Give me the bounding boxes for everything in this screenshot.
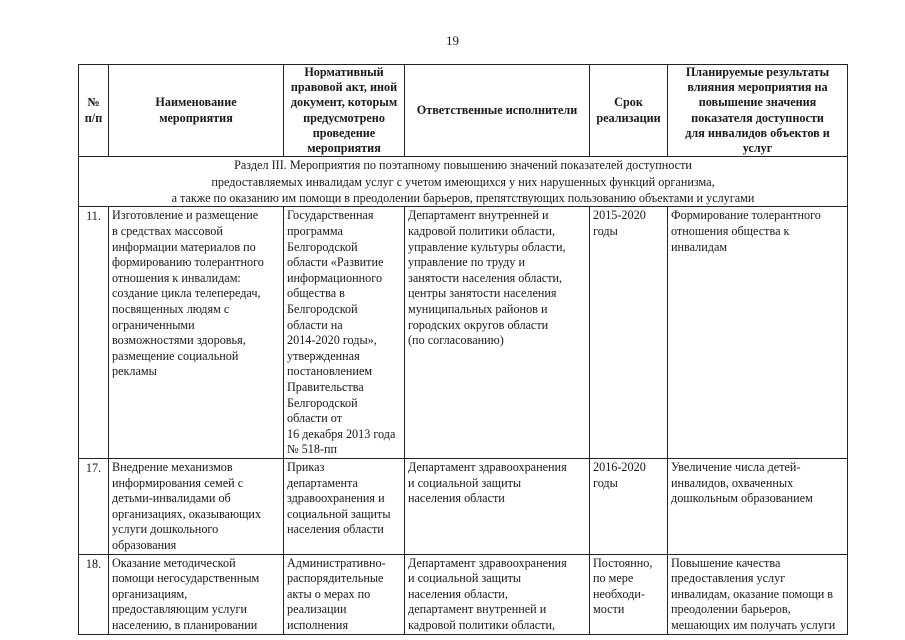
term: Постоянно, по мере необходи- мости [593, 555, 653, 617]
term-cell [590, 554, 668, 634]
header-number: № п/п [79, 65, 109, 157]
legal-act: Административно- распорядительные акты о мерах по реализации исполнения [287, 555, 386, 632]
row-number: 18. [79, 554, 109, 634]
section-title-line-3: а также по оказанию им помощи в преодолении барьеров, препятствующих пользованию объектами и услугами [171, 191, 755, 206]
legal-act: Приказ департамента здравоохранения и социальной защиты населения области [284, 458, 405, 554]
measure-name: Изготовление и размещение в средствах массовой информации материалов по формированию толерантного отношения к инвалидам: создание цикла телепередач, посвященных людям с ограниченными возможностями здоровья, размещение социальной рекламы [109, 207, 284, 459]
table-row [79, 458, 848, 554]
measure-name: Оказание методической помощи негосударственным организациям, предоставляющим услуги населению, в планировании [112, 555, 260, 632]
section-title [79, 157, 848, 207]
row-number: 17. [79, 458, 109, 554]
measure-name: Внедрение механизмов информирования семей с детьми-инвалидами об организациях, оказывающих услуги дошкольного образования [109, 458, 284, 554]
legal-act: Государственная программа Белгородской области «Развитие информационного общества в Белгородской области на 2014-2020 годы», утвержденная постановлением Правительства Белгородской области от 16 декабря 2013 года № 518-пп [284, 207, 405, 459]
responsible-executors: Департамент здравоохранения и социальной защиты населения области, департамент внутренней и кадровой политики области, [408, 555, 567, 632]
header-term: Срок реализации [590, 65, 668, 157]
header-measure-name: Наименование мероприятия [109, 65, 284, 157]
table-row [79, 554, 848, 634]
table-row [79, 207, 848, 459]
header-legal-act: Нормативный правовой акт, иной документ, которым предусмотрено проведение мероприятия [284, 65, 405, 157]
measure-name-cell [109, 554, 284, 634]
section-title-line-1: Раздел III. Мероприятия по поэтапному повышению значений показателей доступности [234, 158, 692, 173]
section-title-line-2: предоставляемых инвалидам услуг с учетом имеющихся у них нарушенных функций организма, [211, 174, 715, 189]
responsible-executors: Департамент внутренней и кадровой политики области, управление культуры области, управление по труду и занятости населения области, центры занятости населения муниципальных районов и городских округов области (по согласованию) [405, 207, 590, 459]
planned-results: Формирование толерантного отношения общества к инвалидам [668, 207, 848, 459]
term: 2015-2020 годы [590, 207, 668, 459]
header-planned-results: Планируемые результаты влияния мероприятия на повышение значения показателя доступности для инвалидов объектов и услуг [668, 65, 848, 157]
header-responsible-executors: Ответственные исполнители [405, 65, 590, 157]
responsible-executors-cell [405, 554, 590, 634]
measures-table [78, 64, 848, 635]
legal-act-cell [284, 554, 405, 634]
term: 2016-2020 годы [590, 458, 668, 554]
table-header-row [79, 65, 848, 157]
section-row [79, 157, 848, 207]
page-number: 19 [446, 33, 459, 48]
planned-results: Увеличение числа детей- инвалидов, охваченных дошкольным образованием [668, 458, 848, 554]
row-number: 11. [79, 207, 109, 459]
planned-results-cell [668, 554, 848, 634]
responsible-executors: Департамент здравоохранения и социальной защиты населения области [405, 458, 590, 554]
planned-results: Повышение качества предоставления услуг инвалидам, оказание помощи в преодолении барьеров, мешающих им получать услуги [671, 555, 836, 632]
